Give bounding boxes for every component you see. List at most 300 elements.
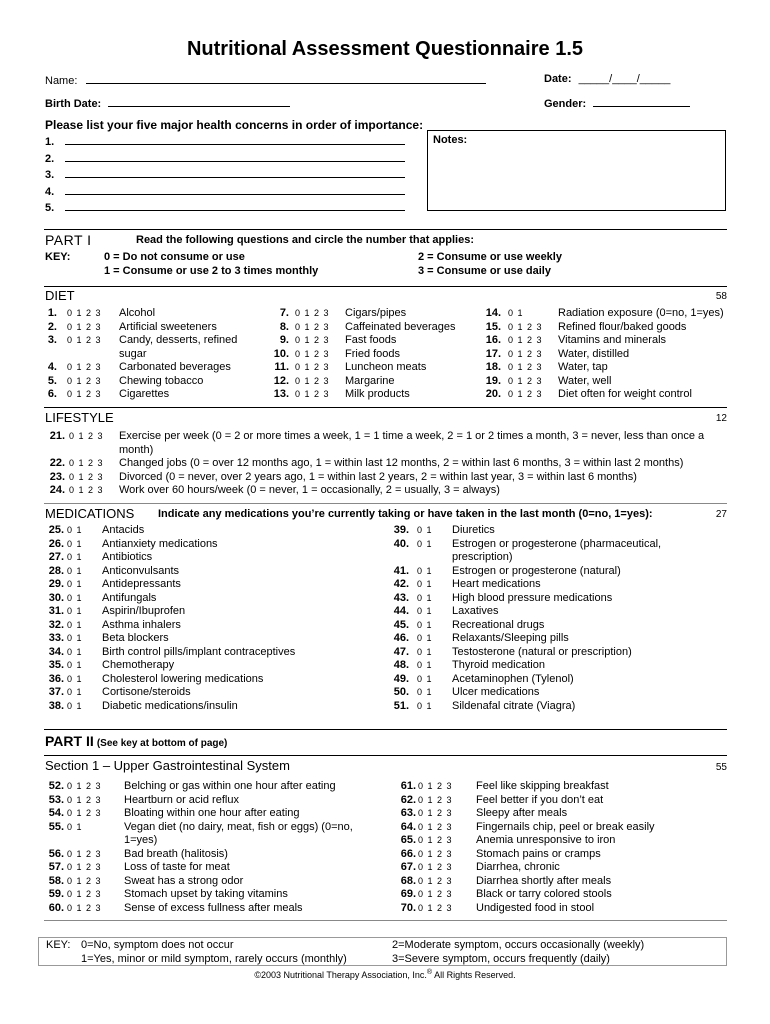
- item-label: Stomach upset by taking vitamins: [124, 888, 288, 900]
- copyright: [0, 969, 770, 980]
- symptom-item: [45, 875, 385, 888]
- score-options[interactable]: 0 1 2 3: [418, 794, 452, 805]
- diet-item: [45, 388, 265, 401]
- item-number: 20.: [485, 388, 501, 400]
- item-label: Feel better if you don’t eat: [476, 793, 604, 806]
- diet-item: [45, 375, 265, 388]
- score-options[interactable]: 0 1 2 3: [508, 335, 542, 345]
- item-number: 56.: [48, 847, 64, 860]
- footer-key-3: 3=Severe symptom, occurs frequently (daily): [392, 953, 610, 965]
- key-label: KEY:: [45, 251, 71, 263]
- key-3: 3 = Consume or use daily: [418, 265, 551, 277]
- diet-item: [45, 334, 265, 347]
- date-field[interactable]: _____/____/_____: [578, 73, 671, 85]
- score-options[interactable]: 0 1 2 3: [418, 781, 452, 791]
- item-number: 16.: [485, 334, 501, 346]
- score-options[interactable]: 0 1: [417, 525, 432, 535]
- item-number: 61.: [400, 780, 416, 792]
- item-label: Cigars/pipes: [345, 307, 407, 319]
- item-number: 68.: [400, 874, 416, 887]
- score-options[interactable]: 0 1: [67, 552, 82, 562]
- score-options[interactable]: 0 1 2 3: [67, 862, 101, 872]
- diet-item: [270, 307, 470, 320]
- item-number: 60.: [48, 901, 64, 914]
- part2-title: PART II: [45, 733, 94, 749]
- diet-item: [45, 307, 265, 320]
- score-options[interactable]: 0 1: [417, 579, 432, 589]
- item-number: 38.: [48, 699, 64, 712]
- symptom-item: [45, 861, 385, 874]
- item-label: Water, distilled: [558, 347, 630, 360]
- footer-key-2: 2=Moderate symptom, occurs occasionally (weekly): [392, 939, 645, 951]
- item-label: Antifungals: [102, 591, 157, 604]
- medication-item: [45, 700, 375, 713]
- medications-title: MEDICATIONS: [45, 506, 135, 521]
- diet-item: [270, 388, 470, 401]
- item-label: Recreational drugs: [452, 618, 545, 631]
- rights-text: All Rights Reserved.: [432, 970, 516, 980]
- item-number: 7.: [279, 307, 289, 319]
- diet-item: [482, 321, 732, 334]
- item-number: 30.: [48, 591, 64, 604]
- diet-title: DIET: [45, 288, 75, 303]
- score-options[interactable]: 0 1: [417, 619, 432, 630]
- item-label: Stomach pains or cramps: [476, 847, 601, 860]
- score-options[interactable]: 0 1: [67, 538, 82, 549]
- score-options[interactable]: 0 1 2 3: [295, 389, 329, 399]
- symptom-item: [45, 902, 385, 915]
- copyright-text: ©2003 Nutritional Therapy Association, Inc.: [254, 970, 427, 980]
- gender-field[interactable]: [593, 96, 690, 107]
- lifestyle-item: [45, 444, 735, 457]
- item-label: Feel like skipping breakfast: [476, 780, 609, 792]
- item-number: 26.: [48, 537, 64, 550]
- medication-item: [390, 686, 720, 699]
- symptom-item: [397, 888, 727, 901]
- lifestyle-points: 12: [715, 413, 727, 424]
- score-options[interactable]: 0 1: [417, 687, 432, 697]
- item-number: 69.: [400, 888, 416, 900]
- part1-instruction: Read the following questions and circle the number that applies:: [136, 234, 474, 246]
- symptom-item: [397, 902, 727, 915]
- key-1: 1 = Consume or use 2 to 3 times monthly: [104, 265, 319, 277]
- score-options[interactable]: 0 1 2 3: [418, 889, 452, 899]
- score-options[interactable]: 0 1: [67, 660, 82, 670]
- item-label: Ulcer medications: [452, 686, 540, 698]
- concern-number: 1.: [45, 136, 55, 148]
- score-options[interactable]: 0 1 2 3: [418, 902, 452, 913]
- item-number: 21.: [49, 430, 65, 442]
- score-options[interactable]: 0 1: [417, 700, 432, 711]
- medication-item: [45, 673, 375, 686]
- name-row: [45, 73, 486, 87]
- symptom-item: [45, 888, 385, 901]
- item-number: 31.: [48, 605, 64, 617]
- diet-item: [482, 334, 732, 347]
- date-row: [544, 73, 670, 85]
- item-number: 59.: [48, 888, 64, 900]
- score-options[interactable]: 0 1: [67, 565, 82, 576]
- item-number: 40.: [393, 537, 409, 550]
- score-options[interactable]: 0 1 2 3: [67, 308, 101, 318]
- diet-item: [270, 348, 470, 361]
- part2-heading: [45, 733, 227, 749]
- symptom-item: [45, 848, 385, 861]
- score-options[interactable]: 0 1 2 3: [295, 348, 329, 359]
- score-options[interactable]: 0 1: [417, 633, 432, 643]
- medication-item: [45, 632, 375, 645]
- birth-row: [45, 96, 290, 110]
- item-label: Changed jobs (0 = over 12 months ago, 1 = within last 12 months, 2 = within last 6 months, 3 = within last 2 months): [119, 457, 684, 469]
- item-number: 34.: [48, 645, 64, 658]
- item-label: Cigarettes: [119, 388, 170, 400]
- gender-row: [544, 96, 690, 110]
- score-options[interactable]: 0 1: [67, 687, 82, 697]
- item-number: 39.: [393, 524, 409, 536]
- diet-points: 58: [715, 291, 727, 302]
- item-label: Beta blockers: [102, 632, 169, 644]
- item-label: Birth control pills/implant contraceptives: [102, 645, 296, 658]
- item-number: 65.: [400, 834, 416, 846]
- score-options[interactable]: 0 1 2 3: [67, 335, 101, 345]
- item-number: 42.: [393, 578, 409, 590]
- score-options[interactable]: 0 1 2 3: [67, 808, 101, 818]
- score-options[interactable]: 0 1: [67, 646, 82, 657]
- name-field[interactable]: [86, 73, 486, 84]
- item-label: Testosterone (natural or prescription): [452, 645, 632, 658]
- concern-field-2[interactable]: [65, 151, 405, 162]
- score-options[interactable]: 0 1 2 3: [67, 375, 101, 386]
- footer-key-0: 0=No, symptom does not occur: [81, 939, 234, 951]
- item-number: 14.: [485, 307, 501, 319]
- item-label: Diarrhea, chronic: [476, 861, 560, 873]
- item-label: Diabetic medications/insulin: [102, 699, 238, 712]
- item-label: Relaxants/Sleeping pills: [452, 632, 569, 644]
- item-label: Diet often for weight control: [558, 388, 692, 400]
- score-options[interactable]: 0 1: [417, 646, 432, 657]
- notes-label: Notes:: [433, 134, 468, 146]
- notes-box[interactable]: [427, 130, 726, 211]
- medication-item: [390, 524, 720, 537]
- item-label: Work over 60 hours/week (0 = never, 1 = occasionally, 2 = usually, 3 = always): [119, 484, 500, 496]
- symptom-item: [45, 834, 385, 847]
- item-label: prescription): [452, 551, 513, 563]
- score-options[interactable]: 0 1 2 3: [418, 808, 452, 818]
- item-label: Aspirin/Ibuprofen: [102, 605, 186, 617]
- item-label: Sweat has a strong odor: [124, 874, 244, 887]
- item-number: 41.: [393, 564, 409, 577]
- item-number: 4.: [47, 361, 57, 373]
- score-options[interactable]: 0 1 2 3: [418, 835, 452, 845]
- item-label: Candy, desserts, refined: [119, 334, 238, 346]
- item-number: 53.: [48, 793, 64, 806]
- medication-item: [390, 565, 720, 578]
- symptom-item: [45, 821, 385, 834]
- lifestyle-item: [45, 430, 735, 443]
- item-label: Refined flour/baked goods: [558, 320, 687, 333]
- medication-item: [390, 605, 720, 618]
- diet-item: [482, 307, 732, 320]
- item-label: Antidepressants: [102, 578, 181, 590]
- item-number: 27.: [48, 551, 64, 563]
- diet-item: [45, 321, 265, 334]
- medication-item: [390, 632, 720, 645]
- date-label: Date:: [544, 73, 572, 85]
- item-label: Margarine: [345, 374, 395, 387]
- score-options[interactable]: 0 1: [67, 579, 82, 589]
- item-label: Antibiotics: [102, 551, 153, 563]
- score-options[interactable]: 0 1: [508, 308, 523, 318]
- item-label: Sildenafal citrate (Viagra): [452, 699, 576, 712]
- item-number: 15.: [485, 320, 501, 333]
- score-options[interactable]: 0 1: [67, 673, 82, 684]
- score-options[interactable]: 0 1 2 3: [418, 862, 452, 872]
- section1-title: Section 1 – Upper Gastrointestinal System: [45, 758, 290, 773]
- item-number: 25.: [48, 524, 64, 536]
- symptom-item: [397, 861, 727, 874]
- item-number: 24.: [49, 484, 65, 496]
- concern-field-3[interactable]: [65, 167, 405, 178]
- score-options[interactable]: 0 1: [67, 606, 82, 616]
- diet-item: [482, 375, 732, 388]
- score-options[interactable]: 0 1: [417, 673, 432, 684]
- item-number: 13.: [273, 388, 289, 400]
- item-number: 58.: [48, 874, 64, 887]
- divider: [44, 503, 727, 504]
- score-options[interactable]: 0 1 2 3: [67, 889, 101, 899]
- item-label: Asthma inhalers: [102, 618, 181, 631]
- item-label: Belching or gas within one hour after eating: [124, 780, 336, 792]
- score-options[interactable]: 0 1 2 3: [67, 902, 101, 913]
- item-number: 70.: [400, 901, 416, 914]
- score-options[interactable]: 0 1: [417, 565, 432, 576]
- item-label: Divorced (0 = never, over 2 years ago, 1 = within last 2 years, 2 = within last year, 3 = within last 6 months): [119, 470, 637, 483]
- item-label: Water, well: [558, 374, 612, 387]
- divider: [44, 286, 727, 287]
- diet-item: [45, 361, 265, 374]
- medications-instruction: Indicate any medications you’re currently taking or have taken in the last month (0=no, 1=yes):: [158, 508, 653, 520]
- item-number: 55.: [48, 820, 64, 833]
- concern-number: 5.: [45, 202, 55, 214]
- score-options[interactable]: 0 1 2 3: [295, 335, 329, 345]
- symptom-item: [397, 848, 727, 861]
- concern-number: 2.: [45, 152, 55, 165]
- score-options[interactable]: 0 1: [417, 592, 432, 603]
- item-number: 49.: [393, 672, 409, 685]
- score-options[interactable]: 0 1 2 3: [69, 471, 103, 482]
- concern-field-5[interactable]: [65, 200, 405, 211]
- lifestyle-item: [45, 471, 735, 484]
- score-options[interactable]: 0 1 2 3: [508, 375, 542, 386]
- divider: [44, 229, 727, 230]
- item-label: Fried foods: [345, 347, 401, 360]
- concerns-label: Please list your five major health concerns in order of importance:: [45, 118, 424, 132]
- item-label: Caffeinated beverages: [345, 320, 456, 333]
- item-label: Thyroid medication: [452, 659, 545, 671]
- medication-item: [390, 538, 720, 551]
- symptom-item: [397, 875, 727, 888]
- item-number: 1.: [47, 307, 57, 319]
- item-label: Artificial sweeteners: [119, 320, 217, 333]
- diet-item: [45, 348, 265, 361]
- item-number: 33.: [48, 632, 64, 644]
- score-options[interactable]: 0 1 2 3: [418, 821, 452, 832]
- item-number: 46.: [393, 632, 409, 644]
- item-number: 62.: [400, 793, 416, 806]
- item-label: Water, tap: [558, 361, 608, 373]
- score-options[interactable]: 0 1 2 3: [67, 794, 101, 805]
- score-options[interactable]: 0 1: [417, 660, 432, 670]
- score-options[interactable]: 0 1: [67, 525, 82, 535]
- score-options[interactable]: 0 1 2 3: [69, 431, 103, 441]
- item-label: Radiation exposure (0=no, 1=yes): [558, 307, 724, 319]
- medication-item: [45, 551, 375, 564]
- section1-points: 55: [715, 762, 727, 773]
- item-label: Chemotherapy: [102, 659, 175, 671]
- item-label: 1=yes): [124, 834, 158, 846]
- registered-mark: ®: [426, 969, 433, 976]
- symptom-item: [45, 807, 385, 820]
- score-options[interactable]: 0 1 2 3: [295, 362, 329, 372]
- medications-points: 27: [715, 509, 727, 520]
- item-number: 19.: [485, 374, 501, 387]
- item-label: Chewing tobacco: [119, 374, 204, 387]
- score-options[interactable]: 0 1 2 3: [418, 848, 452, 859]
- item-number: 50.: [393, 686, 409, 698]
- concern-field-4[interactable]: [65, 184, 405, 195]
- score-options[interactable]: 0 1: [67, 592, 82, 603]
- item-number: 11.: [274, 361, 289, 373]
- diet-item: [482, 348, 732, 361]
- score-options[interactable]: 0 1 2 3: [508, 321, 542, 332]
- gender-label: Gender:: [544, 98, 587, 110]
- divider: [44, 729, 727, 730]
- diet-item: [482, 388, 732, 401]
- score-options[interactable]: 0 1 2 3: [67, 875, 101, 886]
- medication-item: [45, 565, 375, 578]
- score-options[interactable]: 0 1 2 3: [508, 389, 542, 399]
- item-label: Bloating within one hour after eating: [124, 807, 300, 819]
- score-options[interactable]: 0 1 2 3: [67, 362, 101, 372]
- item-number: 8.: [279, 320, 289, 333]
- item-number: 29.: [48, 578, 64, 590]
- medication-item: [45, 646, 375, 659]
- score-options[interactable]: 0 1 2 3: [67, 321, 101, 332]
- concern-field-1[interactable]: [65, 134, 405, 145]
- medication-item: [45, 619, 375, 632]
- score-options[interactable]: 0 1: [67, 821, 82, 832]
- score-options[interactable]: 0 1 2 3: [295, 321, 329, 332]
- item-number: 5.: [47, 374, 57, 387]
- part2-note: (See key at bottom of page): [96, 738, 228, 749]
- medication-item: [45, 578, 375, 591]
- symptom-item: [397, 821, 727, 834]
- item-label: Antianxiety medications: [102, 537, 218, 550]
- item-number: 37.: [48, 686, 64, 698]
- item-number: 57.: [48, 861, 64, 873]
- item-number: 51.: [393, 699, 409, 712]
- concerns-list: [45, 134, 405, 217]
- symptom-item: [397, 794, 727, 807]
- item-number: 28.: [48, 564, 64, 577]
- medication-item: [390, 700, 720, 713]
- item-label: sugar: [119, 347, 147, 360]
- score-options[interactable]: 0 1: [417, 538, 432, 549]
- item-label: Heartburn or acid reflux: [124, 793, 239, 806]
- score-options[interactable]: 0 1 2 3: [295, 308, 329, 318]
- item-label: Milk products: [345, 388, 410, 400]
- item-label: Cholesterol lowering medications: [102, 672, 264, 685]
- item-label: Cortisone/steroids: [102, 686, 191, 698]
- item-number: 9.: [279, 334, 289, 346]
- page-title: Nutritional Assessment Questionnaire 1.5: [186, 38, 584, 60]
- item-label: Diuretics: [452, 524, 495, 536]
- medication-item: [45, 524, 375, 537]
- diet-item: [270, 375, 470, 388]
- score-options[interactable]: 0 1: [67, 619, 82, 630]
- item-number: 52.: [48, 780, 64, 792]
- item-number: 32.: [48, 618, 64, 631]
- item-number: 66.: [400, 847, 416, 860]
- item-number: 22.: [49, 457, 65, 469]
- score-options[interactable]: 0 1: [67, 633, 82, 643]
- medication-item: [390, 551, 720, 564]
- item-label: Exercise per week (0 = 2 or more times a week, 1 = 1 time a week, 2 = 1 or 2 times a month, 3 = never, less than once a: [119, 430, 705, 442]
- score-options[interactable]: 0 1 2 3: [508, 348, 542, 359]
- item-number: 18.: [485, 361, 501, 373]
- lifestyle-item: [45, 484, 735, 497]
- diet-item: [270, 361, 470, 374]
- item-label: Heart medications: [452, 578, 541, 590]
- score-options[interactable]: 0 1: [67, 700, 82, 711]
- medication-item: [45, 686, 375, 699]
- medication-item: [390, 646, 720, 659]
- medication-item: [45, 659, 375, 672]
- symptom-item: [45, 780, 385, 793]
- item-number: 43.: [393, 591, 409, 604]
- medication-item: [45, 592, 375, 605]
- item-label: Fingernails chip, peel or break easily: [476, 820, 655, 833]
- score-options[interactable]: 0 1 2 3: [69, 485, 103, 495]
- item-number: 23.: [49, 470, 65, 483]
- medication-item: [390, 619, 720, 632]
- item-label: Sleepy after meals: [476, 807, 568, 819]
- item-number: 45.: [393, 618, 409, 631]
- score-options[interactable]: 0 1 2 3: [418, 875, 452, 886]
- medication-item: [390, 673, 720, 686]
- key-2: 2 = Consume or use weekly: [418, 251, 562, 263]
- score-options[interactable]: 0 1 2 3: [508, 362, 542, 372]
- item-number: 54.: [48, 807, 64, 819]
- score-options[interactable]: 0 1 2 3: [67, 848, 101, 859]
- symptom-item: [397, 780, 727, 793]
- medication-item: [390, 659, 720, 672]
- score-options[interactable]: 0 1: [417, 606, 432, 616]
- birth-date-field[interactable]: [108, 96, 290, 107]
- concern-number: 3.: [45, 169, 55, 181]
- item-label: Laxatives: [452, 605, 499, 617]
- diet-item: [270, 321, 470, 334]
- score-options[interactable]: 0 1 2 3: [69, 458, 103, 468]
- item-label: Anemia unresponsive to iron: [476, 834, 616, 846]
- part1-title: PART I: [45, 232, 92, 248]
- score-options[interactable]: 0 1 2 3: [67, 389, 101, 399]
- item-label: Luncheon meats: [345, 361, 427, 373]
- score-options[interactable]: 0 1 2 3: [295, 375, 329, 386]
- score-options[interactable]: 0 1 2 3: [67, 781, 101, 791]
- item-number: 10.: [273, 347, 289, 360]
- key-0: 0 = Do not consume or use: [104, 251, 245, 263]
